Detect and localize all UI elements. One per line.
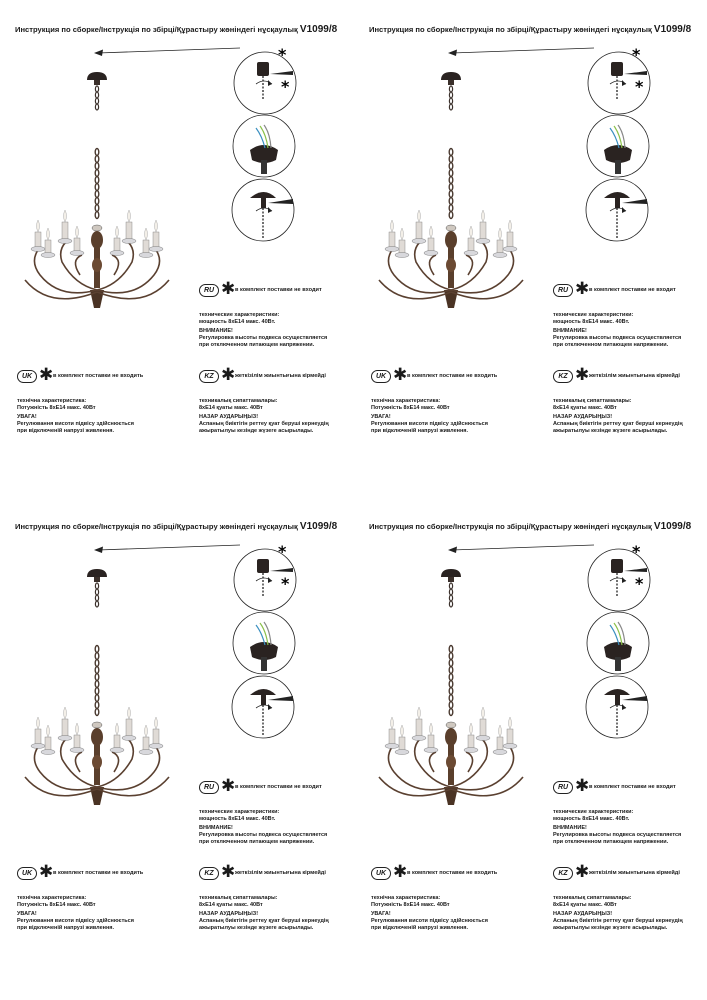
instruction-panel [354, 0, 694, 480]
lang-badge-ru: RU [553, 781, 573, 794]
spec-text-ru: мощность 8хЕ14 макс. 40Вт. [553, 319, 630, 325]
not-included-note-uk: в комплект поставки не входить [53, 870, 144, 876]
instruction-title: Инструкция по сборке/Інструкція по збірці/Құрастыру жөніндегі нұсқаулық V1099/8 [369, 521, 692, 532]
not-included-note-ru: в комплект поставки не входит [235, 784, 322, 790]
spec-text-kz: 8хЕ14 қуаты макс. 40Вт [553, 405, 617, 411]
svg-text:*: * [635, 574, 644, 593]
svg-text:*: * [278, 542, 287, 561]
warning-line1-kz: Аспаның биіктігін реттеу қуат беруші кернеудің [553, 918, 683, 924]
not-included-note-uk: в комплект поставки не входить [407, 870, 498, 876]
warning-line1-uk: Регулювання висоти підвісу здійснюється [17, 421, 134, 427]
warning-heading-kz: НАЗАР АУДАРЫҢЫЗ! [199, 414, 259, 420]
not-included-note-uk: в комплект поставки не входить [407, 373, 498, 379]
spec-text-uk: Потужність 8хЕ14 макс. 40Вт [371, 902, 450, 908]
spec-block-kz [553, 398, 683, 435]
svg-text:*: * [281, 77, 290, 96]
spec-heading-uk: технічна характеристика: [371, 895, 441, 901]
warning-heading-ru: ВНИМАНИЕ! [553, 825, 587, 831]
asterisk-icon: ✱ [575, 365, 590, 384]
spec-text-kz: 8хЕ14 қуаты макс. 40Вт [199, 902, 263, 908]
instruction-title: Инструкция по сборке/Інструкція по збірці/Құрастыру жөніндегі нұсқаулық V1099/8 [15, 24, 338, 35]
model-number: V1099/8 [653, 24, 692, 35]
warning-line1-kz: Аспаның биіктігін реттеу қуат беруші кернеудің [199, 421, 329, 427]
warning-heading-uk: УВАГА! [371, 414, 391, 420]
asterisk-icon: ✱ [221, 862, 236, 881]
asterisk-icon: ✱ [221, 365, 236, 384]
lang-badge-uk: UK [371, 370, 391, 383]
spec-block-kz [199, 895, 329, 932]
not-included-note-uk: в комплект поставки не входить [53, 373, 144, 379]
spec-heading-uk: технічна характеристика: [17, 895, 87, 901]
instruction-panel [0, 0, 340, 480]
warning-line1-uk: Регулювання висоти підвісу здійснюється [17, 918, 134, 924]
model-number: V1099/8 [653, 521, 692, 532]
warning-heading-kz: НАЗАР АУДАРЫҢЫЗ! [199, 911, 259, 917]
spec-block-ru [199, 809, 327, 846]
instruction-panel [0, 497, 340, 977]
warning-line2-uk: при відключеній напрузі живлення. [371, 428, 469, 434]
asterisk-icon: ✱ [575, 862, 590, 881]
spec-block-kz [199, 398, 329, 435]
asterisk-icon: ✱ [221, 776, 236, 795]
warning-line2-ru: при отключенном питающем напряжении. [553, 342, 669, 348]
spec-text-kz: 8хЕ14 қуаты макс. 40Вт [199, 405, 263, 411]
warning-line1-uk: Регулювання висоти підвісу здійснюється [371, 918, 488, 924]
warning-line2-ru: при отключенном питающем напряжении. [199, 342, 315, 348]
instruction-title: Инструкция по сборке/Інструкція по збірці/Құрастыру жөніндегі нұсқаулық V1099/8 [15, 521, 338, 532]
spec-text-uk: Потужність 8хЕ14 макс. 40Вт [17, 405, 96, 411]
spec-block-uk [371, 895, 488, 932]
asterisk-icon: ✱ [221, 279, 236, 298]
lang-badge-kz: KZ [553, 867, 573, 880]
warning-line2-kz: ажыратылуы кезінде жүзеге асырылады. [199, 428, 314, 434]
spec-heading-kz: техникалық сипаттамалары: [199, 895, 278, 901]
lang-badge-kz: KZ [199, 370, 219, 383]
spec-text-ru: мощность 8хЕ14 макс. 40Вт. [199, 816, 276, 822]
warning-line1-uk: Регулювання висоти підвісу здійснюється [371, 421, 488, 427]
asterisk-icon: ✱ [39, 862, 54, 881]
lang-badge-ru: RU [199, 781, 219, 794]
model-number: V1099/8 [299, 24, 338, 35]
instruction-panel [354, 497, 694, 977]
warning-heading-kz: НАЗАР АУДАРЫҢЫЗ! [553, 414, 613, 420]
svg-text:*: * [635, 77, 644, 96]
not-included-note-kz: жеткізілім жиынтығына кірмейді [589, 870, 680, 876]
spec-block-ru [553, 312, 681, 349]
not-included-note-kz: жеткізілім жиынтығына кірмейді [235, 373, 326, 379]
warning-heading-ru: ВНИМАНИЕ! [199, 328, 233, 334]
spec-block-ru [199, 312, 327, 349]
warning-heading-ru: ВНИМАНИЕ! [553, 328, 587, 334]
lang-badge-kz: KZ [199, 867, 219, 880]
warning-line2-ru: при отключенном питающем напряжении. [199, 839, 315, 845]
not-included-note-ru: в комплект поставки не входит [589, 784, 676, 790]
not-included-note-ru: в комплект поставки не входит [235, 287, 322, 293]
svg-text:*: * [278, 45, 287, 64]
lang-badge-uk: UK [17, 867, 37, 880]
warning-heading-ru: ВНИМАНИЕ! [199, 825, 233, 831]
warning-heading-uk: УВАГА! [371, 911, 391, 917]
spec-heading-uk: технічна характеристика: [17, 398, 87, 404]
warning-line1-ru: Регулировка высоты подвеса осуществляется [553, 832, 682, 838]
spec-text-uk: Потужність 8хЕ14 макс. 40Вт [371, 405, 450, 411]
not-included-note-kz: жеткізілім жиынтығына кірмейді [235, 870, 326, 876]
asterisk-icon: ✱ [39, 365, 54, 384]
spec-text-uk: Потужність 8хЕ14 макс. 40Вт [17, 902, 96, 908]
warning-line2-uk: при відключеній напрузі живлення. [371, 925, 469, 931]
lang-badge-kz: KZ [553, 370, 573, 383]
spec-text-kz: 8хЕ14 қуаты макс. 40Вт [553, 902, 617, 908]
warning-line1-ru: Регулировка высоты подвеса осуществляется [199, 335, 328, 341]
spec-block-uk [17, 398, 134, 435]
spec-heading-ru: технические характеристики: [199, 312, 280, 318]
spec-heading-kz: техникалық сипаттамалары: [553, 895, 632, 901]
svg-text:*: * [632, 45, 641, 64]
spec-heading-uk: технічна характеристика: [371, 398, 441, 404]
warning-line1-kz: Аспаның биіктігін реттеу қуат беруші кернеудің [199, 918, 329, 924]
lang-badge-uk: UK [371, 867, 391, 880]
spec-text-ru: мощность 8хЕ14 макс. 40Вт. [553, 816, 630, 822]
spec-heading-kz: техникалық сипаттамалары: [553, 398, 632, 404]
spec-heading-ru: технические характеристики: [553, 312, 634, 318]
warning-line1-ru: Регулировка высоты подвеса осуществляется [553, 335, 682, 341]
asterisk-icon: ✱ [393, 862, 408, 881]
warning-line1-kz: Аспаның биіктігін реттеу қуат беруші кернеудің [553, 421, 683, 427]
lang-badge-uk: UK [17, 370, 37, 383]
warning-line1-ru: Регулировка высоты подвеса осуществляется [199, 832, 328, 838]
model-number: V1099/8 [299, 521, 338, 532]
svg-text:*: * [632, 542, 641, 561]
lang-badge-ru: RU [199, 284, 219, 297]
spec-heading-ru: технические характеристики: [553, 809, 634, 815]
asterisk-icon: ✱ [575, 776, 590, 795]
warning-heading-uk: УВАГА! [17, 911, 37, 917]
warning-line2-uk: при відключеній напрузі живлення. [17, 925, 115, 931]
spec-text-ru: мощность 8хЕ14 макс. 40Вт. [199, 319, 276, 325]
spec-block-kz [553, 895, 683, 932]
not-included-note-kz: жеткізілім жиынтығына кірмейді [589, 373, 680, 379]
warning-heading-uk: УВАГА! [17, 414, 37, 420]
not-included-note-ru: в комплект поставки не входит [589, 287, 676, 293]
spec-block-uk [17, 895, 134, 932]
warning-line2-kz: ажыратылуы кезінде жүзеге асырылады. [553, 428, 668, 434]
svg-text:*: * [281, 574, 290, 593]
spec-block-uk [371, 398, 488, 435]
spec-heading-kz: техникалық сипаттамалары: [199, 398, 278, 404]
warning-line2-uk: при відключеній напрузі живлення. [17, 428, 115, 434]
warning-line2-ru: при отключенном питающем напряжении. [553, 839, 669, 845]
warning-line2-kz: ажыратылуы кезінде жүзеге асырылады. [199, 925, 314, 931]
warning-line2-kz: ажыратылуы кезінде жүзеге асырылады. [553, 925, 668, 931]
lang-badge-ru: RU [553, 284, 573, 297]
asterisk-icon: ✱ [393, 365, 408, 384]
asterisk-icon: ✱ [575, 279, 590, 298]
spec-heading-ru: технические характеристики: [199, 809, 280, 815]
spec-block-ru [553, 809, 681, 846]
instruction-title: Инструкция по сборке/Інструкція по збірці/Құрастыру жөніндегі нұсқаулық V1099/8 [369, 24, 692, 35]
warning-heading-kz: НАЗАР АУДАРЫҢЫЗ! [553, 911, 613, 917]
